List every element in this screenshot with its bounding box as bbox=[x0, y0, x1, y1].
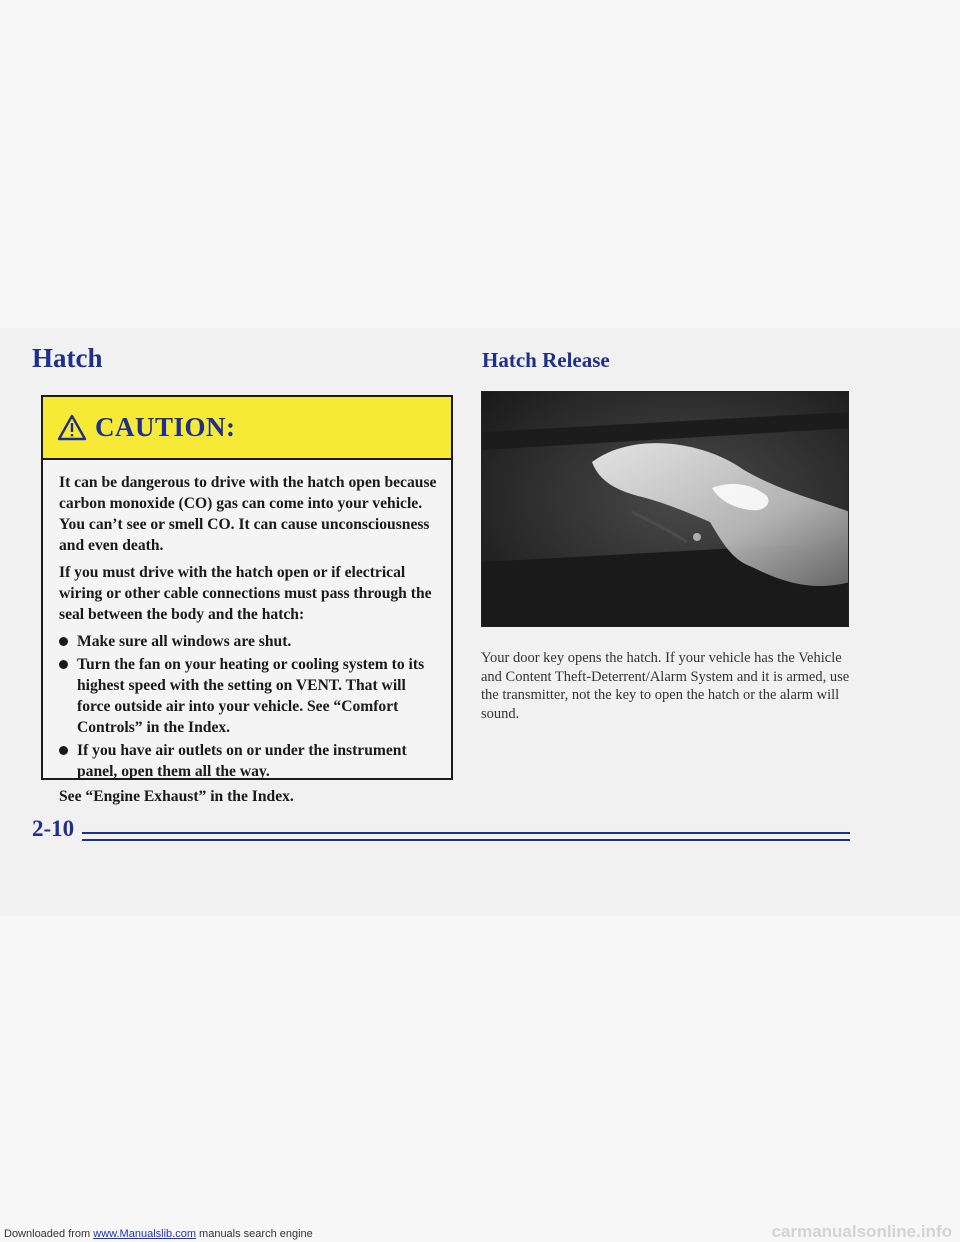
bullet-icon bbox=[59, 637, 68, 646]
page-rule-bottom bbox=[82, 839, 850, 841]
warning-triangle-icon bbox=[57, 414, 87, 441]
caution-paragraph-2: If you must drive with the hatch open or if electrical wiring or other cable connections must pass through the seal between the body and the hatch: bbox=[59, 564, 432, 623]
bullet-text: Turn the fan on your heating or cooling system to its highest speed with the setting on VENT. That will force outside air into your vehicle. See “Comfort Controls” in the Index. bbox=[77, 656, 425, 736]
hand-key-photo-illustration bbox=[482, 392, 849, 627]
footer-suffix: manuals search engine bbox=[195, 1228, 313, 1240]
footer-prefix: Downloaded from bbox=[4, 1228, 94, 1240]
hatch-release-photo bbox=[481, 391, 849, 627]
bullet-icon bbox=[59, 746, 68, 755]
bullet-text: If you have air outlets on or under the instrument panel, open them all the way. bbox=[77, 742, 407, 780]
list-item bbox=[59, 740, 437, 782]
footer-watermark: carmanualsonline.info bbox=[771, 1222, 952, 1241]
caution-bullet-list bbox=[59, 631, 437, 782]
caution-box bbox=[41, 395, 453, 805]
caution-see-also: See “Engine Exhaust” in the Index. bbox=[59, 788, 294, 805]
list-item bbox=[59, 654, 437, 738]
caution-label: CAUTION: bbox=[95, 412, 236, 442]
manualslib-link[interactable]: www.Manualslib.com bbox=[93, 1228, 196, 1240]
page-rule-top bbox=[82, 832, 850, 834]
page-number: 2-10 bbox=[32, 816, 75, 841]
bullet-text: Make sure all windows are shut. bbox=[77, 633, 292, 650]
caution-body bbox=[43, 460, 451, 807]
hatch-release-title: Hatch Release bbox=[482, 348, 610, 372]
hatch-title: Hatch bbox=[32, 343, 103, 373]
caution-paragraph-1: It can be dangerous to drive with the hatch open because carbon monoxide (CO) gas can come into your vehicle. You can’t see or smell CO. It can cause unconsciousness and even death. bbox=[59, 474, 437, 554]
hatch-release-text: Your door key opens the hatch. If your vehicle has the Vehicle and Content Theft-Deterrent/Alarm System and it is armed, use the transmitter, not the key to open the hatch or the alarm will sound. bbox=[481, 650, 850, 722]
caution-header bbox=[43, 397, 451, 460]
bullet-icon bbox=[59, 660, 68, 669]
download-footer bbox=[4, 1228, 313, 1240]
list-item bbox=[59, 631, 437, 652]
